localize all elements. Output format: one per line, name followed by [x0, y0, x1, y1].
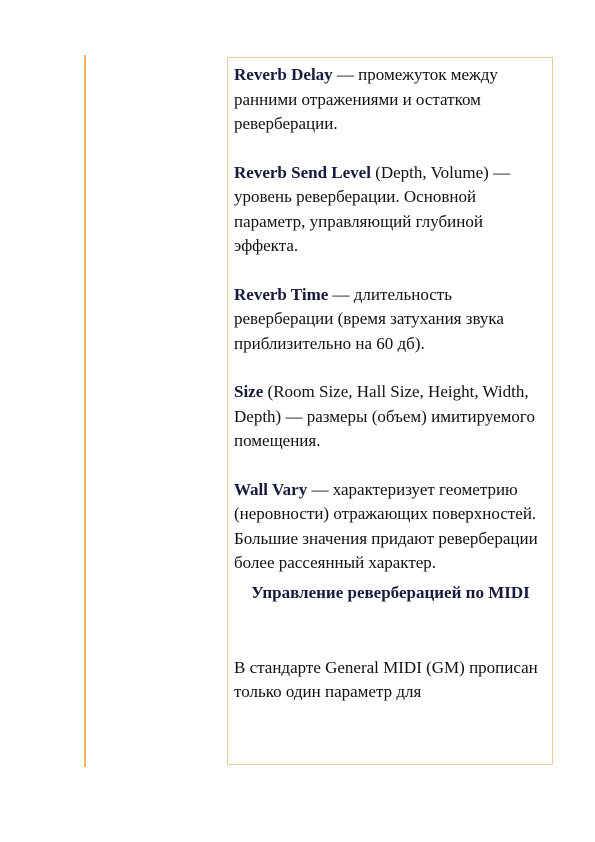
definition: (Depth, Volume) — уровень реверберации. Основной параметр, управляющий глубиной эффекта. [234, 162, 511, 255]
term: Size [234, 382, 264, 401]
text-frame [227, 57, 553, 765]
term: Reverb Send Level [234, 162, 371, 182]
term: Reverb Delay [234, 65, 333, 84]
entry-reverb-delay [234, 63, 547, 137]
term: Reverb Time [234, 284, 329, 304]
definition: — характеризует геометрию (неровности) отражающих поверхностей. Большие значения придают реверберации более рассеянный характер. [234, 479, 538, 572]
entry-reverb-send-level [234, 161, 547, 259]
body-paragraph: В стандарте General MIDI (GM) прописан только один параметр для [234, 657, 538, 701]
definition: — промежуток между ранними отражениями и остатком реверберации. [234, 65, 498, 133]
left-margin-rule [84, 55, 86, 767]
section-heading: Управление реверберацией по MIDI [251, 582, 530, 602]
entry-reverb-time [234, 283, 547, 357]
entry-size [234, 380, 547, 454]
entry-wall-vary [234, 478, 547, 576]
term: Wall Vary [234, 479, 308, 499]
definition: (Room Size, Hall Size, Height, Width, Depth) — размеры (объем) имитируемого помещения. [234, 382, 535, 450]
definition: — длительность реверберации (время затухания звука приблизительно на 60 дб). [234, 284, 504, 353]
